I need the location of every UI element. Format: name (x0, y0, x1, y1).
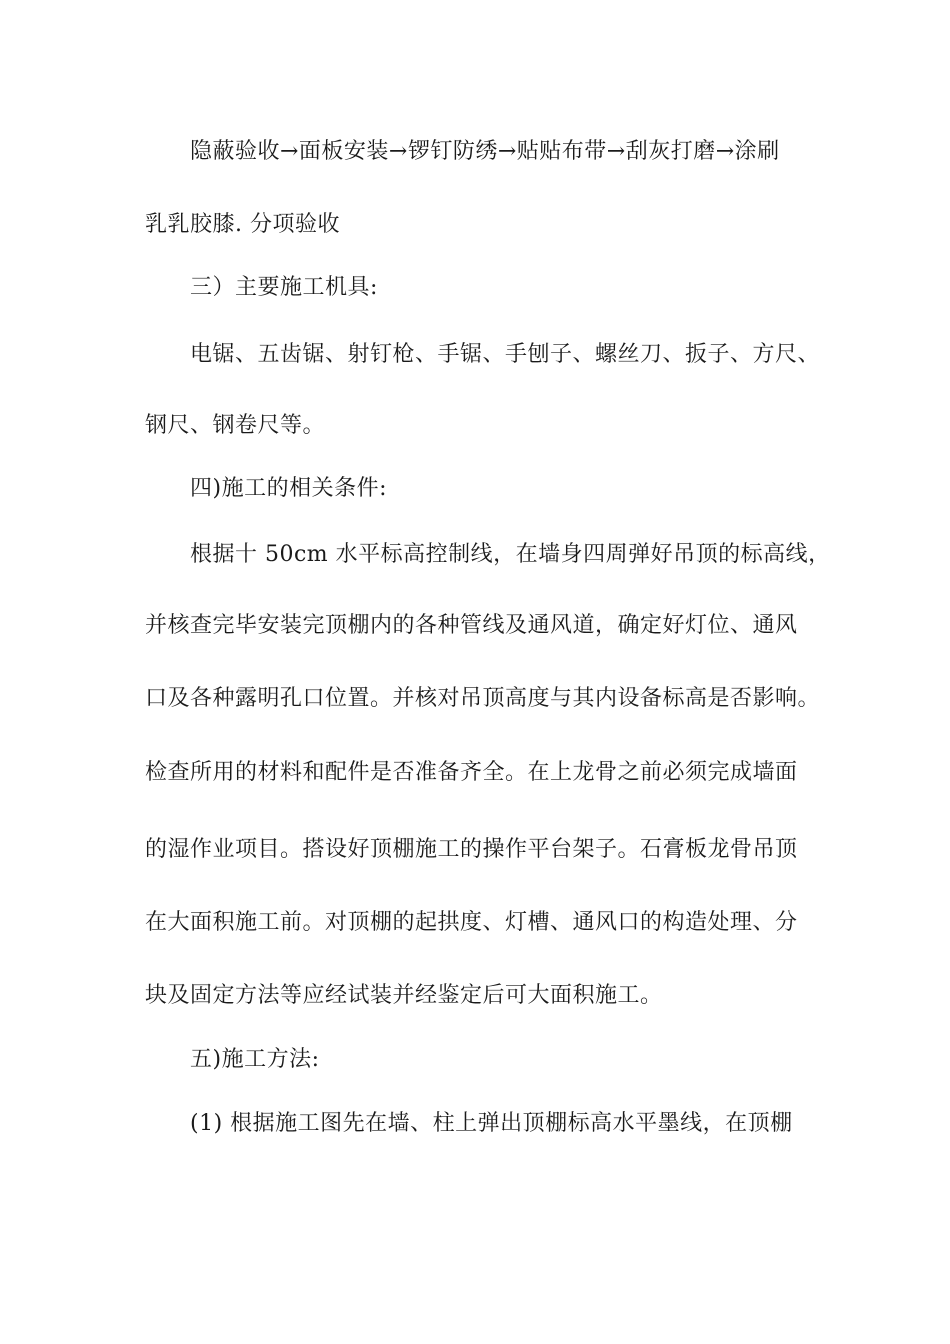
text-line-conditions-7: 块及固定方法等应经试装并经鉴定后可大面积施工。 (145, 983, 663, 1008)
text-line-tools-list-cont: 钢尺、钢卷尺等。 (145, 413, 326, 438)
section-heading-conditions: 四)施工的相关条件: (190, 476, 387, 501)
section-heading-methods: 五)施工方法: (190, 1047, 320, 1072)
text-line-conditions-3: 口及各种露明孔口位置。并核对吊顶高度与其内设备标高是否影响。 (145, 686, 821, 711)
text-line-conditions-5: 的湿作业项目。搭设好顶棚施工的操作平台架子。石膏板龙骨吊顶 (145, 837, 798, 862)
text-line-method-1: (1) 根据施工图先在墙、柱上弹出顶棚标高水平墨线，在顶棚 (190, 1111, 793, 1136)
text-line-conditions-1: 根据十 50cm 水平标高控制线，在墙身四周弹好吊顶的标高线， (190, 542, 831, 567)
text-line-conditions-4: 检查所用的材料和配件是否准备齐全。在上龙骨之前必须完成墙面 (145, 760, 798, 785)
text-line-conditions-2: 并核查完毕安装完顶棚内的各种管线及通风道，确定好灯位、通风 (145, 613, 798, 638)
text-line-process-flow-cont: 乳乳胶膝. 分项验收 (145, 212, 340, 237)
section-heading-tools: 三）主要施工机具: (190, 275, 378, 300)
text-line-process-flow: 隐蔽验收→面板安装→锣钉防绣→贴贴布带→刮灰打磨→涂刷 (190, 139, 780, 164)
text-line-tools-list: 电锯、五齿锯、射钉枪、手锯、手刨子、螺丝刀、扳子、方尺、 (190, 342, 821, 367)
text-line-conditions-6: 在大面积施工前。对顶棚的起拱度、灯槽、通风口的构造处理、分 (145, 910, 798, 935)
